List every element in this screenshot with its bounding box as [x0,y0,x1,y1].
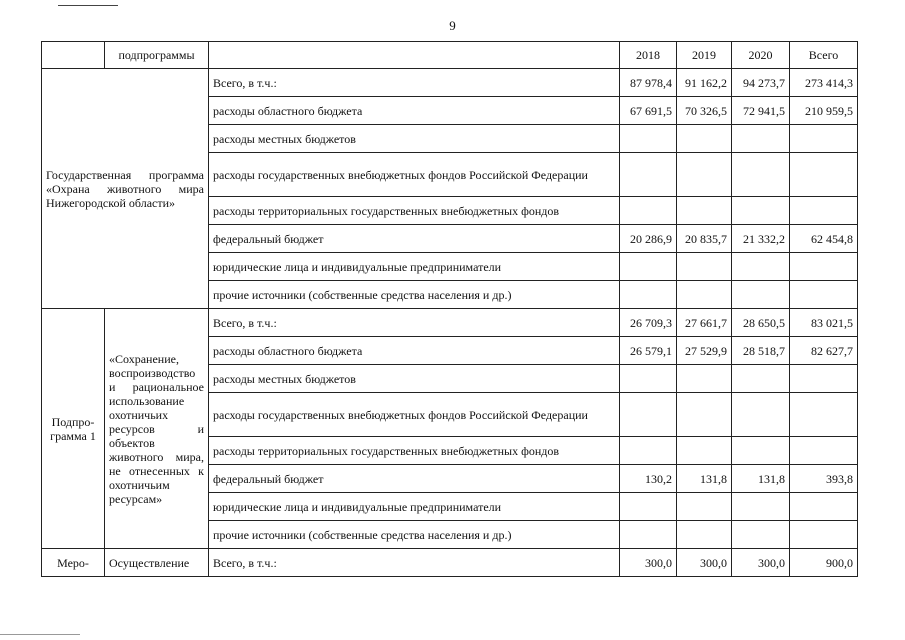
value-cell: 83 021,5 [790,309,858,337]
value-cell: 130,2 [620,465,677,493]
table-row [42,309,858,337]
source-label: расходы государственных внебюджетных фондов Российской Федерации [209,393,620,437]
value-cell [620,365,677,393]
header-total: Всего [790,42,858,69]
mero-type-cell: Меро- [42,549,105,577]
table-row [42,69,858,97]
value-cell: 300,0 [732,549,790,577]
value-cell: 91 162,2 [677,69,732,97]
value-cell: 28 650,5 [732,309,790,337]
value-cell: 70 326,5 [677,97,732,125]
sp-name-cell: «Сохранение, воспроизводство и рациональное использование охотничьих ресурсов и объектов животного мира, не отнесенных к охотничьим ресурсам» [105,309,209,549]
value-cell [620,197,677,225]
value-cell [677,153,732,197]
value-cell [677,493,732,521]
table-row [42,549,858,577]
gp-name-cell: Государственная программа «Охрана животного мира Нижегородской области» [42,69,209,309]
header-row [42,42,858,69]
value-cell: 300,0 [620,549,677,577]
value-cell [732,253,790,281]
value-cell [620,281,677,309]
value-cell [677,521,732,549]
value-cell [732,125,790,153]
source-label: прочие источники (собственные средства населения и др.) [209,281,620,309]
value-cell [732,393,790,437]
value-cell: 28 518,7 [732,337,790,365]
footer-rule [0,634,80,635]
source-label: Всего, в т.ч.: [209,309,620,337]
mero-name-cell: Осуществление [105,549,209,577]
value-cell: 20 286,9 [620,225,677,253]
source-label: прочие источники (собственные средства населения и др.) [209,521,620,549]
funding-table [41,41,858,577]
value-cell: 72 941,5 [732,97,790,125]
header-year-2019: 2019 [677,42,732,69]
value-cell [732,521,790,549]
page-number: 9 [449,18,456,33]
value-cell [732,437,790,465]
value-cell [677,197,732,225]
header-year-2018: 2018 [620,42,677,69]
value-cell [732,197,790,225]
value-cell: 393,8 [790,465,858,493]
value-cell [790,393,858,437]
value-cell [620,493,677,521]
value-cell [790,365,858,393]
value-cell: 900,0 [790,549,858,577]
value-cell [790,437,858,465]
sp-type-cell: Подпро-грамма 1 [42,309,105,549]
value-cell: 27 529,9 [677,337,732,365]
value-cell [677,253,732,281]
value-cell [677,125,732,153]
source-label: расходы областного бюджета [209,97,620,125]
value-cell [732,281,790,309]
value-cell: 87 978,4 [620,69,677,97]
value-cell [620,521,677,549]
value-cell: 210 959,5 [790,97,858,125]
value-cell: 20 835,7 [677,225,732,253]
value-cell [790,125,858,153]
header-year-2020: 2020 [732,42,790,69]
value-cell: 131,8 [732,465,790,493]
value-cell [790,153,858,197]
header-subprogram: подпрограммы [105,42,209,69]
source-label: федеральный бюджет [209,225,620,253]
value-cell [677,281,732,309]
source-label: федеральный бюджет [209,465,620,493]
value-cell [732,153,790,197]
source-label: юридические лица и индивидуальные предприниматели [209,493,620,521]
value-cell [620,153,677,197]
value-cell: 273 414,3 [790,69,858,97]
value-cell: 21 332,2 [732,225,790,253]
value-cell [677,437,732,465]
source-label: расходы местных бюджетов [209,365,620,393]
value-cell: 62 454,8 [790,225,858,253]
source-label: расходы областного бюджета [209,337,620,365]
value-cell: 26 709,3 [620,309,677,337]
value-cell: 131,8 [677,465,732,493]
source-label: Всего, в т.ч.: [209,69,620,97]
value-cell [732,365,790,393]
header-source [209,42,620,69]
value-cell [677,365,732,393]
value-cell [790,521,858,549]
value-cell: 300,0 [677,549,732,577]
value-cell: 82 627,7 [790,337,858,365]
source-label: расходы территориальных государственных внебюджетных фондов [209,437,620,465]
value-cell: 67 691,5 [620,97,677,125]
value-cell [620,125,677,153]
header-rule [58,5,118,6]
value-cell: 94 273,7 [732,69,790,97]
value-cell [790,281,858,309]
source-label: расходы государственных внебюджетных фондов Российской Федерации [209,153,620,197]
value-cell [790,197,858,225]
value-cell [620,437,677,465]
value-cell: 26 579,1 [620,337,677,365]
value-cell [677,393,732,437]
value-cell: 27 661,7 [677,309,732,337]
source-label: Всего, в т.ч.: [209,549,620,577]
value-cell [790,253,858,281]
header-empty [42,42,105,69]
value-cell [732,493,790,521]
value-cell [620,393,677,437]
value-cell [790,493,858,521]
value-cell [620,253,677,281]
source-label: расходы местных бюджетов [209,125,620,153]
source-label: расходы территориальных государственных внебюджетных фондов [209,197,620,225]
source-label: юридические лица и индивидуальные предприниматели [209,253,620,281]
